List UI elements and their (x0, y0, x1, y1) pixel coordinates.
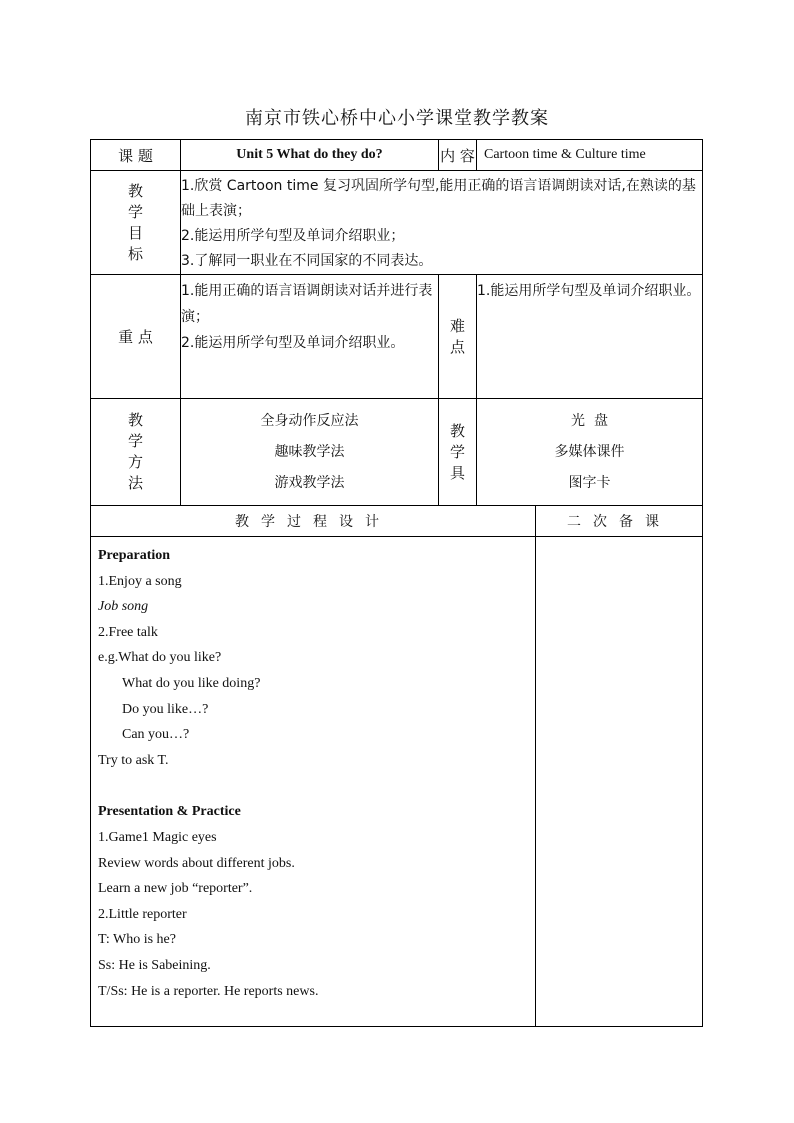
method-item: 全身动作反应法 (260, 412, 359, 429)
content-value: Cartoon time & Culture time (477, 140, 703, 171)
objectives-row (91, 171, 703, 275)
topic-row (91, 140, 703, 171)
process-line: Try to ask T. (98, 752, 169, 768)
objectives-label-char: 目 (127, 223, 143, 242)
difficulty-label-char: 难 (449, 316, 465, 335)
process-line: T: Who is he? (98, 932, 176, 948)
key-points-label: 重 点 (91, 275, 181, 399)
methods-label-char: 教 (127, 411, 143, 429)
key-points-row (91, 275, 703, 399)
content-label: 内 容 (439, 140, 477, 171)
method-item: 游戏教学法 (274, 474, 345, 491)
process-header: 教学过程设计 (91, 506, 536, 537)
tools-label-char: 教 (449, 421, 465, 440)
process-line: 2.Little reporter (98, 906, 187, 922)
tool-item: 图字卡 (568, 474, 611, 491)
methods-label-char: 学 (127, 432, 143, 450)
process-line (98, 773, 529, 799)
topic-value: Unit 5 What do they do? (181, 140, 439, 171)
objectives-label-char: 教 (127, 181, 143, 200)
process-line: 2.Free talk (98, 624, 158, 640)
tool-item: 多媒体课件 (554, 443, 625, 460)
process-body (91, 537, 536, 1027)
difficulty-text: 1.能运用所学句型及单词介绍职业。 (477, 283, 701, 299)
objectives-label (91, 171, 181, 275)
difficulty-label-char: 点 (449, 337, 465, 356)
tools-label (439, 399, 477, 506)
process-line: T/Ss: He is a reporter. He reports news. (98, 983, 319, 999)
method-item: 趣味教学法 (274, 443, 345, 460)
process-line: Can you…? (122, 727, 190, 743)
key-point-item: 1.能用正确的语言语调朗读对话并进行表演； (181, 283, 433, 325)
methods-row (91, 399, 703, 506)
process-body-row (91, 537, 703, 1027)
process-line: Preparation (98, 548, 171, 563)
process-line: Job song (98, 599, 149, 615)
tools-label-char: 学 (449, 442, 465, 461)
objectives-label-char: 学 (127, 202, 143, 221)
objective-item: 1.欣赏 Cartoon time 复习巩固所学句型,能用正确的语言语调朗读对话,在熟读的基础上表演； (181, 177, 696, 219)
process-line: What do you like doing? (122, 675, 261, 691)
process-header-row (91, 506, 703, 537)
process-line: Ss: He is Sabeining. (98, 957, 211, 973)
objective-item: 2.能运用所学句型及单词介绍职业； (181, 227, 405, 244)
topic-label: 课 题 (91, 140, 181, 171)
process-line: 1.Game1 Magic eyes (98, 829, 217, 845)
methods-label (91, 399, 181, 506)
key-point-item: 2.能运用所学句型及单词介绍职业。 (181, 335, 405, 351)
second-prep-header: 二次备课 (536, 506, 703, 537)
process-line: Learn a new job “reporter”. (98, 881, 253, 897)
process-line: Presentation & Practice (98, 804, 241, 820)
tools-label-char: 具 (449, 463, 465, 482)
objective-item: 3.了解同一职业在不同国家的不同表达。 (181, 252, 433, 269)
process-line: 1.Enjoy a song (98, 573, 182, 589)
process-line: Do you like…? (122, 701, 209, 717)
methods-label-char: 法 (127, 474, 143, 492)
objectives-label-char: 标 (127, 244, 143, 263)
lesson-plan-table (90, 139, 703, 1027)
document-title: 南京市铁心桥中心小学课堂教学教案 (245, 108, 549, 129)
methods-label-char: 方 (127, 453, 143, 471)
difficulty-label (439, 275, 477, 399)
second-prep-body (536, 537, 703, 1027)
tool-item: 光 盘 (571, 412, 608, 429)
process-line: Review words about different jobs. (98, 855, 295, 871)
process-line: e.g.What do you like? (98, 650, 222, 666)
